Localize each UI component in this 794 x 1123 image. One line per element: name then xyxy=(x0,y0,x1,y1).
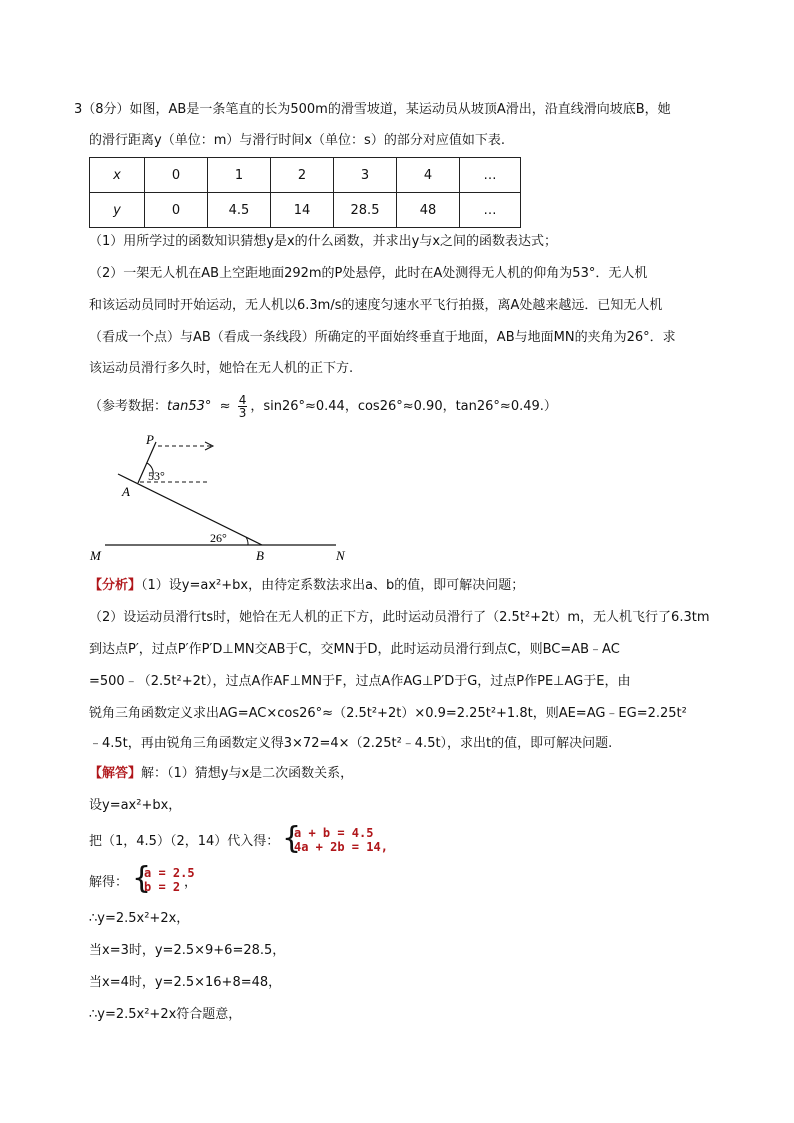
fraction-numerator: 4 xyxy=(238,393,247,407)
analysis-line-4: =500﹣（2.5t²+2t），过点A作AF⊥MN于F，过点A作AG⊥P′D于G，过点P作PE⊥AG于E，由 xyxy=(89,674,631,689)
brace-symbol: { xyxy=(282,821,302,856)
analysis-line-6: ﹣4.5t，再由锐角三角函数定义得3×72=4×（2.25t²﹣4.5t），求出t的值，即可解决问题. xyxy=(89,736,613,751)
reference-data xyxy=(89,394,557,420)
problem-line-1: 3（8分）如图，AB是一条笔直的长为500m的滑雪坡道，某运动员从坡顶A滑出，沿直线滑向坡底B，她 xyxy=(74,102,671,117)
analysis-tag: 【分析】 xyxy=(89,578,142,593)
table-cell: 4 xyxy=(397,158,460,193)
angle-label-26: 26° xyxy=(210,531,227,545)
slope-line-ab xyxy=(118,474,262,545)
solution-line-1 xyxy=(89,764,353,784)
analysis-line-5: 锐角三角函数定义求出AG=AC×cos26°≈（2.5t²+2t）×0.9=2.25t²+1.8t，则AE=AG﹣EG=2.25t² xyxy=(89,706,687,721)
reference-fraction xyxy=(238,394,248,419)
table-cell: 48 xyxy=(397,193,460,228)
analysis-line-3: 到达点P′，过点P′作P′D⊥MN交AB于C，交MN于D，此时运动员滑行到点C，则BC=AB﹣AC xyxy=(89,642,620,657)
table-cell: 0 xyxy=(145,158,208,193)
angle-label-53: 53° xyxy=(148,469,165,483)
table-row xyxy=(90,158,521,193)
solution-text-1: 解：（1）猜想y与x是二次函数关系， xyxy=(141,766,354,781)
solution-line-8: ∴y=2.5x²+2x符合题意， xyxy=(89,1007,242,1022)
solution-line-2: 设y=ax²+bx， xyxy=(89,798,182,813)
solution-line-7: 当x=4时，y=2.5×16+8=48， xyxy=(89,975,282,990)
reference-rest: ，sin26°≈0.44，cos26°≈0.90，tan26°≈0.49.） xyxy=(250,399,557,414)
brace-symbol: { xyxy=(132,861,152,896)
question-2-line-4: 该运动员滑行多久时，她恰在无人机的正下方. xyxy=(89,361,354,376)
question-2-line-3: （看成一个点）与AB（看成一条线段）所确定的平面始终垂直于地面，AB与地面MN的夹角为26°．求 xyxy=(89,330,676,345)
solution-line-4: 解得： xyxy=(89,875,129,890)
system-1-eq-2: 4a + 2b = 14, xyxy=(294,840,388,854)
table-cell: 1 xyxy=(208,158,271,193)
system-2-eq-1: a = 2.5 xyxy=(144,866,195,880)
analysis-line-2: （2）设运动员滑行ts时，她恰在无人机的正下方，此时运动员滑行了（2.5t²+2t）m，无人机飞行了6.3tm xyxy=(89,610,710,625)
reference-prefix: （参考数据： xyxy=(89,399,168,414)
reference-approx: ≈ xyxy=(219,399,231,414)
table-cell: 0 xyxy=(145,193,208,228)
table-cell: … xyxy=(460,193,521,228)
geometry-diagram xyxy=(80,430,370,565)
table-cell: 28.5 xyxy=(334,193,397,228)
solution-line-6: 当x=3时，y=2.5×9+6=28.5， xyxy=(89,943,286,958)
question-2-line-2: 和该运动员同时开始运动，无人机以6.3m/s的速度匀速水平飞行拍摄，离A处越来越远．已知无人机 xyxy=(89,298,663,313)
table-cell: 14 xyxy=(271,193,334,228)
reference-tan53: tan53° xyxy=(167,399,212,414)
label-a: A xyxy=(122,484,130,499)
solution-line-4-tail: ， xyxy=(184,875,198,890)
table-cell: 3 xyxy=(334,158,397,193)
table-cell: x xyxy=(90,158,145,193)
label-n: N xyxy=(336,548,345,563)
solution-line-5: ∴y=2.5x²+2x， xyxy=(89,911,190,926)
table-cell: … xyxy=(460,158,521,193)
problem-line-2: 的滑行距离y（单位：m）与滑行时间x（单位：s）的部分对应值如下表. xyxy=(89,133,505,148)
table-row xyxy=(90,193,521,228)
label-m: M xyxy=(90,548,101,563)
question-1: （1）用所学过的函数知识猜想y是x的什么函数，并求出y与x之间的函数表达式； xyxy=(89,234,558,249)
analysis-text-1: （1）设y=ax²+bx，由待定系数法求出a、b的值，即可解决问题； xyxy=(141,578,525,593)
question-2-line-1: （2）一架无人机在AB上空距地面292m的P处悬停，此时在A处测得无人机的仰角为53°．无人机 xyxy=(89,266,648,281)
value-table xyxy=(89,157,521,228)
label-b: B xyxy=(256,548,264,563)
solution-line-3: 把（1，4.5）（2，14）代入得： xyxy=(89,834,280,849)
solution-tag: 【解答】 xyxy=(89,766,142,781)
table-cell: 4.5 xyxy=(208,193,271,228)
table-cell: y xyxy=(90,193,145,228)
fraction-denominator: 3 xyxy=(238,406,247,420)
system-1-eq-1: a + b = 4.5 xyxy=(294,826,374,840)
label-p: P xyxy=(146,432,154,447)
table-cell: 2 xyxy=(271,158,334,193)
system-2-eq-2: b = 2 xyxy=(144,880,181,894)
analysis-line-1 xyxy=(89,576,524,596)
